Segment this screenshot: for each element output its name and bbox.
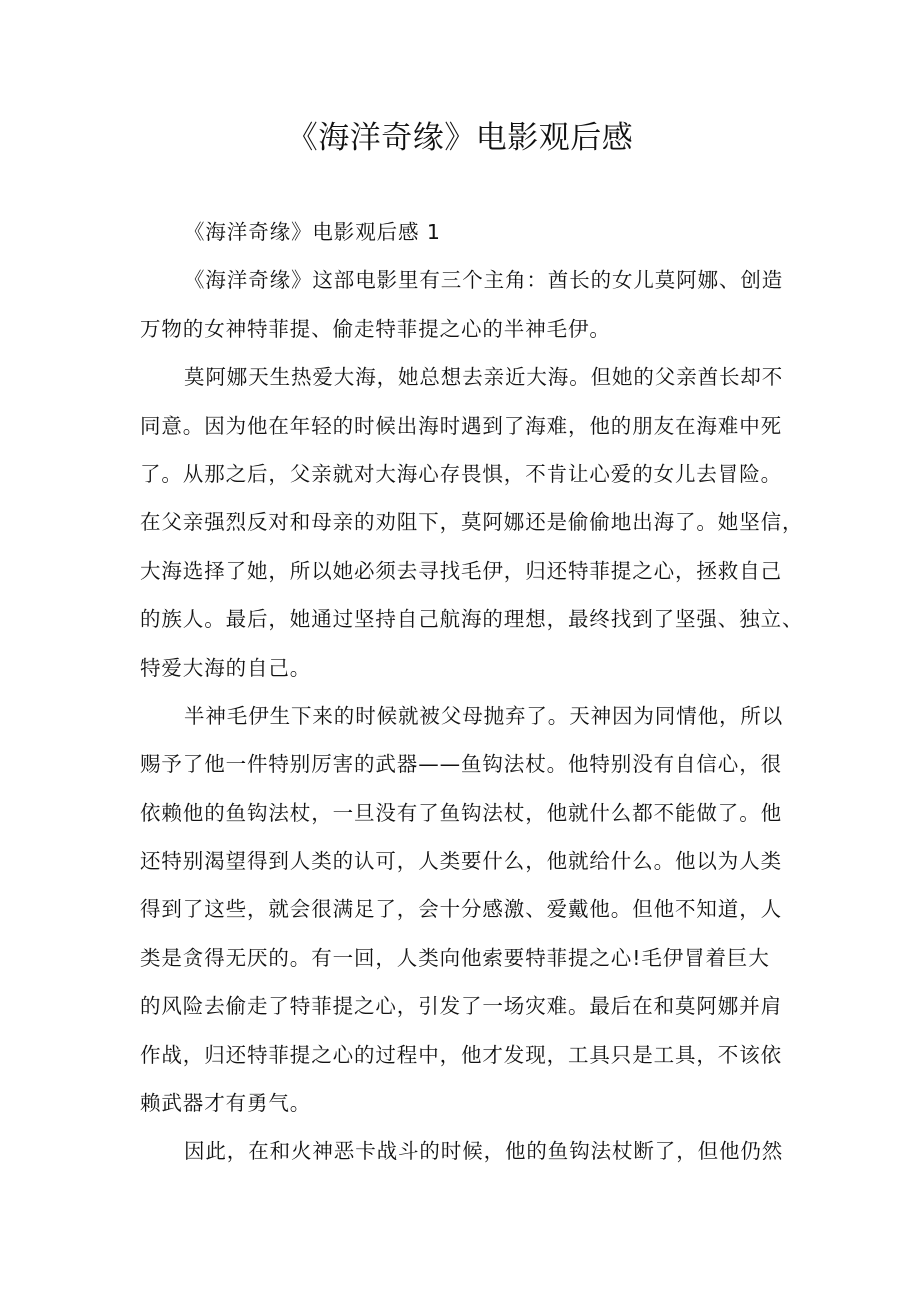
text-line: 赖武器才有勇气。 [140, 1091, 312, 1116]
text-line: 大海选择了她，所以她必须去寻找毛伊，归还特菲提之心，拯救自己 [140, 558, 782, 583]
text-line: 在父亲强烈反对和母亲的劝阻下，莫阿娜还是偷偷地出海了。她坚信， [140, 510, 804, 535]
paragraph [140, 1133, 800, 1181]
text-line: 半神毛伊生下来的时候就被父母抛弃了。天神因为同情他，所以 [184, 703, 784, 728]
text-line: 依赖他的鱼钩法杖，一旦没有了鱼钩法杖，他就什么都不能做了。他 [140, 800, 782, 825]
document-title: 《海洋奇缘》电影观后感 [286, 120, 634, 156]
text-line: 类是贪得无厌的。有一回，人类向他索要特菲提之心!毛伊冒着巨大 [140, 945, 770, 970]
section-heading: 《海洋奇缘》电影观后感 1 [184, 220, 441, 244]
paragraph [140, 698, 800, 1134]
paragraph [140, 359, 804, 698]
text-line: 莫阿娜天生热爱大海，她总想去亲近大海。但她的父亲酋长却不 [184, 365, 784, 390]
text-line: 作战，归还特菲提之心的过程中，他才发现，工具只是工具，不该依 [140, 1042, 782, 1067]
text-line: 的族人。最后，她通过坚持自己航海的理想，最终找到了坚强、独立、 [140, 607, 804, 632]
text-line: 因此，在和火神恶卡战斗的时候，他的鱼钩法杖断了，但他仍然 [184, 1139, 784, 1164]
text-line: 得到了这些，就会很满足了，会十分感激、爱戴他。但他不知道，人 [140, 897, 782, 922]
text-line: 特爱大海的自己。 [140, 655, 312, 680]
text-line: 还特别渴望得到人类的认可，人类要什么，他就给什么。他以为人类 [140, 849, 782, 874]
document-body [140, 214, 804, 1182]
text-line: 《海洋奇缘》这部电影里有三个主角：酋长的女儿莫阿娜、创造 [184, 268, 784, 293]
text-line: 同意。因为他在年轻的时候出海时遇到了海难，他的朋友在海难中死 [140, 413, 782, 438]
text-line: 的风险去偷走了特菲提之心，引发了一场灾难。最后在和莫阿娜并肩 [140, 994, 782, 1019]
text-line: 了。从那之后，父亲就对大海心存畏惧，不肯让心爱的女儿去冒险。 [140, 461, 782, 486]
paragraph [140, 262, 800, 359]
text-line: 赐予了他一件特别厉害的武器——鱼钩法杖。他特别没有自信心，很 [140, 752, 782, 777]
text-line: 万物的女神特菲提、偷走特菲提之心的半神毛伊。 [140, 316, 611, 341]
